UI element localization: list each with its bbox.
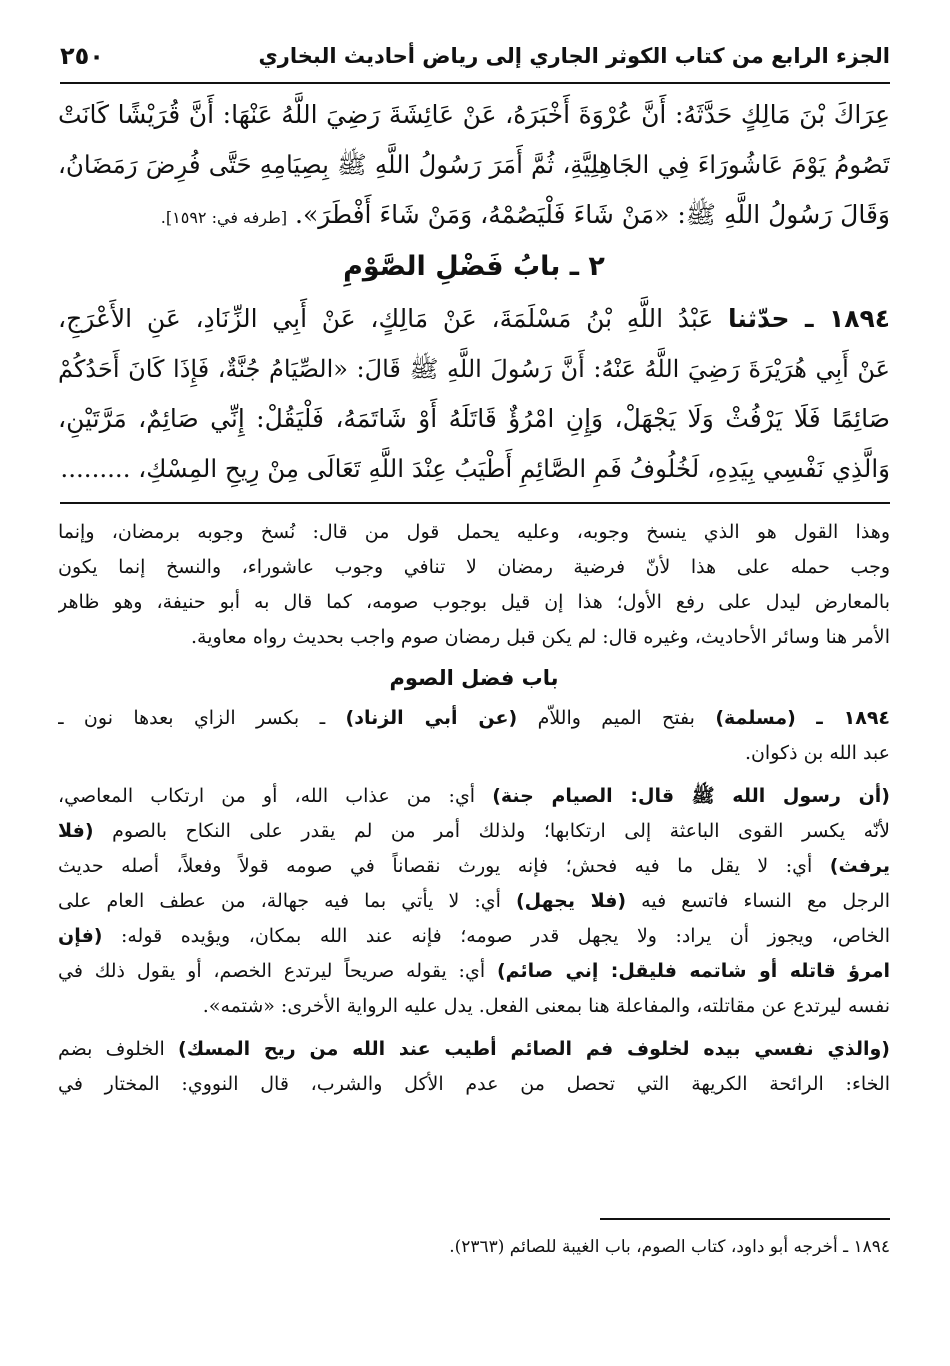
page-number: ٢٥٠ [60, 42, 104, 70]
hadith-line: صَائِمًا فَلَا يَرْفُثْ وَلَا يَجْهَلْ، وَإِنِ امْرُؤٌ قَاتَلَهُ أَوْ شَاتَمَهُ، فَلْيَقُلْ: إِنِّي صَائِمٌ، مَرَّتَيْنِ، [58, 404, 890, 433]
quoted-term: (والذي نفسي بيده لخلوف فم الصائم أطيب عند الله من ريح المسك) [178, 1038, 890, 1060]
quoted-term: يرفث) [829, 855, 890, 877]
book-title: الجزء الرابع من كتاب الكوثر الجاري إلى رياض أحاديث البخاري [258, 44, 890, 68]
commentary-text: أي: من عذاب الله، أو من ارتكاب المعاصي، [58, 785, 476, 807]
commentary-text: أي: لا يأتي بما فيه جهالة، من عطف العام على [58, 890, 501, 912]
hadith-line: وَالَّذِي نَفْسِي بِيَدِهِ، لَخُلُوفُ فَمِ الصَّائِمِ أَطْيَبُ عِنْدَ اللَّهِ تَعَالَى مِنْ رِيحِ المِسْكِ، ......... [60, 454, 890, 483]
commentary-text: أي: يقوله صريحاً ليرتدع الخصم، أو يقول ذلك في [58, 960, 486, 982]
commentary-line: الخاء: الرائحة الكريهة التي تحصل من عدم الأكل والشرب، قال النووي: المختار في [58, 1073, 890, 1095]
quoted-term: (فلا [58, 820, 94, 842]
hadith-number: ١٨٩٤ ـ [816, 707, 890, 729]
hadith-line [58, 294, 890, 344]
footnote: ١٨٩٤ ـ أخرجه أبو داود، كتاب الصوم، باب الغيبة للصائم (٢٣٦٣). [449, 1237, 890, 1257]
quoted-term: (أن رسول الله ﷺ قال: الصيام جنة) [492, 785, 890, 807]
footnote-rule [600, 1218, 890, 1220]
hadith-line [58, 190, 890, 240]
commentary-line [58, 919, 890, 954]
commentary-text: لأنّه يكسر القوى الباعثة إلى ارتكابها؛ ولذلك أمر من لم يقدر على النكاح بالصوم [112, 820, 890, 842]
commentary-text: الرجل مع النساء فاتسع فيه [641, 890, 890, 912]
commentary-line [58, 884, 890, 919]
hadith-isnad: عَبْدُ اللَّهِ بْنُ مَسْلَمَةَ، عَنْ مَالِكٍ، عَنْ أَبِي الزِّنَادِ، عَنِ الأَعْرَجِ، [58, 304, 714, 333]
commentary-block [58, 515, 890, 1102]
commentary-line: وجب حمله على هذا لأنّ فرضية رمضان لا تنافي وجوب عاشوراء، والنسخ إنما يكون [58, 556, 890, 578]
hadith-line: عَنْ أَبِي هُرَيْرَةَ رَضِيَ اللَّهُ عَنْهُ: أَنَّ رَسُولَ اللَّهِ ﷺ قَالَ: «الصِّيَامُ جُنَّةٌ، فَإِذَا كَانَ أَحَدُكُمْ [58, 355, 890, 383]
commentary-line [58, 779, 890, 814]
cross-reference: [طرفه في: ١٥٩٢]. [160, 208, 288, 227]
quoted-term: (فلا يجهل) [515, 890, 627, 912]
header-rule [60, 82, 890, 84]
hadith-text-block [58, 90, 890, 494]
quoted-term: (عن أبي الزناد) [345, 707, 518, 729]
commentary-line: وهذا القول هو الذي ينسخ وجوبه، وعليه يحمل قول من قال: نُسخ وجوبه برمضان، وإنما [58, 521, 890, 543]
commentary-line: بالمعارض ليدل على رفع الأول؛ هذا إن قيل بوجوب صومه، كما قال به أبو حنيفة، وهو ظاهر [58, 591, 890, 613]
hadith-line: تَصُومُ يَوْمَ عَاشُورَاءَ فِي الجَاهِلِيَّةِ، ثُمَّ أَمَرَ رَسُولُ اللَّهِ ﷺ بِصِيَامِهِ حَتَّى فُرِضَ رَمَضَانُ، [58, 150, 890, 179]
section-divider [60, 502, 890, 504]
quoted-term: امرؤ قاتله أو شاتمه فليقل: إني صائم) [496, 960, 890, 982]
commentary-line [58, 849, 890, 884]
commentary-line [58, 954, 890, 989]
hadith-line: عِرَاكَ بْنَ مَالِكٍ حَدَّثَهُ: أَنَّ عُرْوَةَ أَخْبَرَهُ، عَنْ عَائِشَةَ رَضِيَ اللَّهُ عَنْهَا: أَنَّ قُرَيْشًا كَانَتْ [58, 100, 890, 129]
commentary-line [58, 814, 890, 849]
chapter-heading: ٢ ـ بابُ فَضْلِ الصَّوْمِ [343, 251, 605, 282]
quoted-term: (فإن [58, 925, 103, 947]
quoted-term: (مسلمة) [715, 707, 796, 729]
hadith-text: وَقَالَ رَسُولُ اللَّهِ ﷺ: «مَنْ شَاءَ فَلْيَصُمْهُ، وَمَنْ شَاءَ أَفْطَرَ». [295, 200, 890, 229]
commentary-text: بفتح الميم واللاّم [537, 707, 695, 729]
commentary-line: الأمر هنا وسائر الأحاديث، وغيره قال: لم يكن قبل رمضان صوم واجب بحديث رواه معاوية. [191, 626, 890, 648]
commentary-text: أي: لا يقل ما فيه فحش؛ فإنه يورث نقصاناً في صومه قولاً وفعلاً، أصله حديث [58, 855, 813, 877]
page-header [60, 38, 890, 74]
commentary-text: ـ بكسر الزاي بعدها نون ـ [58, 707, 326, 729]
commentary-line [58, 701, 890, 736]
hadith-number: ١٨٩٤ ـ حدّثنا [728, 304, 890, 333]
commentary-line: نفسه ليرتدع عن مقاتلته، والمفاعلة هنا بمعنى الفعل. يدل عليه الرواية الأخرى: «شتمه». [202, 995, 890, 1017]
commentary-text: الخلوف بضم [58, 1038, 165, 1060]
commentary-line [58, 1032, 890, 1067]
commentary-text: الخاص، ويجوز أن يراد: ولا يجهل قدر صومه؛ فإنه عند الله بمكان، ويؤيده قوله: [120, 925, 890, 947]
commentary-heading: باب فضل الصوم [389, 666, 559, 690]
commentary-line: عبد الله بن ذكوان. [744, 742, 890, 764]
